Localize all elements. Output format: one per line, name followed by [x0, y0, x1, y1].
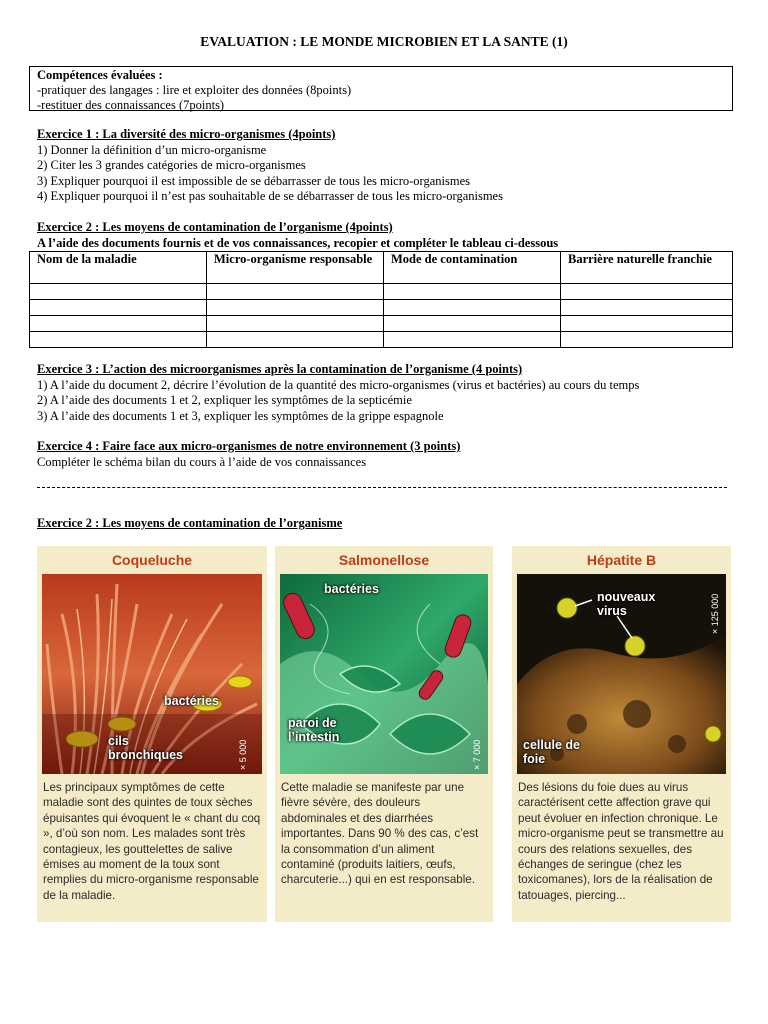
- label-bacteria: bactéries: [164, 694, 219, 708]
- table-header: Nom de la maladie: [30, 252, 207, 284]
- question: 2) A l’aide des documents 1 et 2, expliquer les symptômes de la septicémie: [37, 393, 412, 407]
- table-cell[interactable]: [384, 332, 561, 348]
- panel-title: Hépatite B: [586, 552, 657, 568]
- magnification-label: × 5 000: [238, 739, 248, 770]
- table-row: [30, 316, 733, 332]
- exercise-3: [37, 362, 737, 424]
- table-cell[interactable]: [207, 284, 384, 300]
- panel-salmonellose: [275, 546, 493, 922]
- exercise-2-instruction: A l’aide des documents fournis et de vos connaissances, recopier et compléter le tableau ci-dessous: [37, 235, 559, 250]
- table-row: [30, 332, 733, 348]
- exercise-4-heading: Exercice 4 : Faire face aux micro-organismes de notre environnement (3 points): [37, 439, 461, 453]
- exercise-2: [37, 220, 737, 251]
- page-title: EVALUATION : LE MONDE MICROBIEN ET LA SANTE (1): [200, 34, 568, 49]
- table-cell[interactable]: [207, 316, 384, 332]
- competence-item: -restituer des connaissances (7points): [37, 98, 225, 112]
- exercise-3-heading: Exercice 3 : L’action des microorganismes après la contamination de l’organisme (4 points): [37, 362, 523, 376]
- label-cilia: cils bronchiques: [108, 734, 184, 762]
- question: 3) A l’aide des documents 1 et 3, expliquer les symptômes de la grippe espagnole: [37, 408, 444, 423]
- table-header: Barrière naturelle franchie: [561, 252, 733, 284]
- label-new-viruses: nouveaux virus: [597, 590, 656, 618]
- micrograph-image: [42, 574, 262, 774]
- table-cell[interactable]: [384, 316, 561, 332]
- competence-item: -pratiquer des langages : lire et exploiter des données (8points): [37, 83, 352, 97]
- exercise-4-text: Compléter le schéma bilan du cours à l’aide de vos connaissances: [37, 454, 367, 469]
- table-cell[interactable]: [207, 300, 384, 316]
- table-header: Micro-organisme responsable: [207, 252, 384, 284]
- panel-title: Coqueluche: [111, 552, 193, 568]
- table-cell[interactable]: [561, 316, 733, 332]
- table-cell[interactable]: [30, 284, 207, 300]
- panel-coqueluche: [37, 546, 267, 922]
- micrograph-image: [280, 574, 488, 774]
- label-liver-cell: cellule de foie: [523, 738, 580, 766]
- table-cell[interactable]: [561, 300, 733, 316]
- dashed-separator: [37, 487, 727, 488]
- micrograph-image: [517, 574, 726, 774]
- question: 4) Expliquer pourquoi il n’est pas souhaitable de se débarrasser de tous les micro-organismes: [37, 189, 503, 203]
- label-intestine-wall: paroi de l’intestin: [288, 716, 340, 744]
- panel-description: Cette maladie se manifeste par une fièvre sévère, des douleurs abdominales et des diarrhées importantes. Dans 90 % des cas, c’est la consommation d’un aliment contaminé (produits laitiers, œufs, charcuterie...) qui en est responsable.: [281, 781, 479, 887]
- table-header: Mode de contamination: [384, 252, 561, 284]
- table-cell[interactable]: [384, 300, 561, 316]
- question: 2) Citer les 3 grandes catégories de micro-organismes: [37, 158, 306, 172]
- table-row: [30, 284, 733, 300]
- table-row: [30, 300, 733, 316]
- table-cell[interactable]: [384, 284, 561, 300]
- table-cell[interactable]: [30, 316, 207, 332]
- exercise-4: [37, 439, 737, 470]
- panel-description: Les principaux symptômes de cette maladie sont des quintes de toux sèches épuisantes qui évoquent le « chant du coq », d’où son nom. Les malades sont très contagieux, les gouttelettes de salive émises au moment de la toux sont remplies du micro-organisme responsable de la maladie.: [43, 781, 261, 902]
- exercise-2-heading: Exercice 2 : Les moyens de contamination de l’organisme (4points): [37, 220, 393, 234]
- label-bacteria: bactéries: [324, 582, 379, 596]
- magnification-label: × 7 000: [472, 739, 482, 770]
- table-cell[interactable]: [30, 300, 207, 316]
- question: 1) A l’aide du document 2, décrire l’évolution de la quantité des micro-organismes (virus et bactéries) au cours du temps: [37, 377, 640, 392]
- table-cell[interactable]: [561, 332, 733, 348]
- document-panels: [37, 546, 731, 922]
- panel-hepatite-b: [512, 546, 731, 922]
- question: 1) Donner la définition d’un micro-organisme: [37, 142, 267, 157]
- exercise-1-heading: Exercice 1 : La diversité des micro-organismes (4points): [37, 127, 336, 141]
- magnification-label: × 125 000: [710, 593, 720, 634]
- document-heading: Exercice 2 : Les moyens de contamination de l’organisme: [37, 516, 343, 530]
- answer-table: [29, 251, 733, 348]
- competences-box: [29, 66, 733, 111]
- table-cell[interactable]: [207, 332, 384, 348]
- document-section: [37, 516, 737, 532]
- table-cell[interactable]: [561, 284, 733, 300]
- question: 3) Expliquer pourquoi il est impossible de se débarrasser de tous les micro-organismes: [37, 173, 471, 188]
- competences-heading: Compétences évaluées :: [37, 68, 163, 82]
- intestine-illustration: [280, 574, 488, 774]
- exercise-1: [37, 127, 737, 205]
- table-cell[interactable]: [30, 332, 207, 348]
- panel-title: Salmonellose: [338, 552, 430, 568]
- panel-description: Des lésions du foie dues au virus caractérisent cette affection grave qui peut évoluer en infection chronique. Le micro-organisme peut se transmettre au cours des relations sexuelles, des échanges de seringue (chez les toxicomanes), lors de la réalisation de tatouages, piercing...: [518, 781, 724, 902]
